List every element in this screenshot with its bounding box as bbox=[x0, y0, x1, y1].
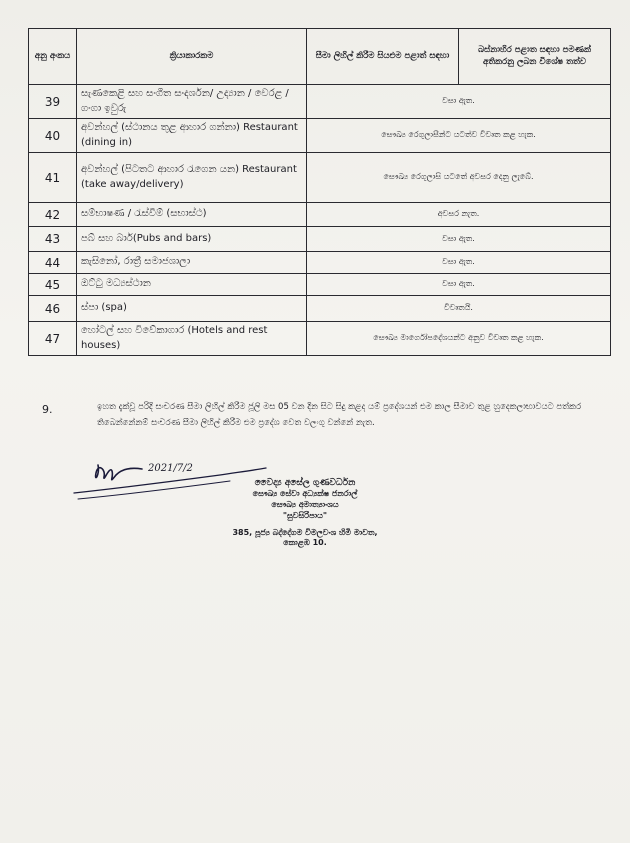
row-number: 39 bbox=[29, 85, 77, 119]
row-activity: අවන්හල් (ස්ථානය තුළ ආහාර ගන්නා) Restaurant (dining in) bbox=[77, 119, 307, 153]
row-status: වසා ඇත. bbox=[307, 252, 611, 274]
row-activity: අවන්හල් (පිටතට ආහාර රැගෙන යන) Restaurant (take away/delivery) bbox=[77, 153, 307, 203]
row-status: වසා ඇත. bbox=[307, 85, 611, 119]
row-number: 44 bbox=[29, 252, 77, 274]
signatory-address-line1: 385, පූජ්‍ය බද්දේගම විමලවංශ හිමි මාවත, bbox=[232, 527, 378, 537]
table-row bbox=[29, 322, 611, 356]
signatory-building: "සුවසිරිපාය" bbox=[282, 510, 328, 520]
row-status: විවෘතයි. bbox=[307, 296, 611, 322]
row-number: 43 bbox=[29, 227, 77, 252]
signatory-address-line2: කොළඹ 10. bbox=[283, 538, 327, 548]
paragraph-number: 9. bbox=[42, 403, 53, 416]
row-status: සෞඛ්‍ය මාර්ගෝපදේශයන්ට අනුව විවෘත කළ හැක. bbox=[307, 322, 611, 356]
row-status: වසා ඇත. bbox=[307, 227, 611, 252]
table-row bbox=[29, 153, 611, 203]
row-activity: පබ් සහ බාර්(Pubs and bars) bbox=[77, 227, 307, 252]
row-activity: සැණකෙළි සහ සංගීත සංදර්ශන/ උද්‍යාන / වෙරළ / ගංගා ඉවුරු bbox=[77, 85, 307, 119]
row-number: 41 bbox=[29, 153, 77, 203]
table-row bbox=[29, 296, 611, 322]
row-status: වසා ඇත. bbox=[307, 274, 611, 296]
table-row bbox=[29, 252, 611, 274]
row-number: 47 bbox=[29, 322, 77, 356]
row-number: 46 bbox=[29, 296, 77, 322]
signatory-stamp bbox=[175, 477, 435, 549]
table-row bbox=[29, 203, 611, 227]
signatory-name: වෛද්‍ය අසේල ගුණවර්ධන bbox=[254, 478, 356, 488]
header-activity: ක්‍රියාකාරකම bbox=[77, 29, 307, 85]
signatory-ministry: සෞඛ්‍ය අමාත්‍යාංශය bbox=[271, 499, 339, 509]
row-activity: කැසිනෝ, රාත්‍රී සමාජශාලා bbox=[77, 252, 307, 274]
row-number: 42 bbox=[29, 203, 77, 227]
row-status: සෞඛ්‍ය රෙගුලාසීන්ට යටත්ව විවෘත කළ හැක. bbox=[307, 119, 611, 153]
signature-date: 2021/7/2 bbox=[148, 463, 193, 474]
table-row bbox=[29, 274, 611, 296]
table-header-row bbox=[29, 29, 611, 85]
table-row bbox=[29, 119, 611, 153]
row-number: 45 bbox=[29, 274, 77, 296]
signature-block bbox=[70, 455, 490, 595]
header-western-province: බස්නාහිර පළාත සඳහා පමණක් අතිකරනු ලබන විශේෂ තත්ව bbox=[459, 29, 611, 85]
table-row bbox=[29, 85, 611, 119]
row-status: සෞඛ්‍ය රෙගුලාසි යටතේ අවසර දෙනු ලැබේ. bbox=[307, 153, 611, 203]
header-no: අනු අංකය bbox=[29, 29, 77, 85]
row-activity: හෝටල් සහ විවේකාගාර (Hotels and rest houses) bbox=[77, 322, 307, 356]
row-status: අවසර නැත. bbox=[307, 203, 611, 227]
paragraph-text: ඉහත දැක්වූ පරිදි සංචරණ සීමා ලිහිල් කිරීම ජූලි මස 05 වන දින සිට සිදු කළද යම් ප්‍රදේශයන් එම කාල සීමාව තුළ හුදෙකලාභාවයට පත්කර තිබෙන්නේනම් සංචරණ සීමා ලිහිල් කිරීම එම ප්‍රදේශ වෙත වලංගු වන්නේ නැත. bbox=[97, 402, 582, 428]
row-activity: සම්භාෂණ / රැස්වීම් (සභාස්ථ) bbox=[77, 203, 307, 227]
table-row bbox=[29, 227, 611, 252]
guidelines-table bbox=[28, 28, 611, 356]
header-all-provinces: සීමා ලිහිල් කිරීම සියළුම පළාත් සඳහා bbox=[307, 29, 459, 85]
signatory-title: සෞඛ්‍ය සේවා අධ්‍යක්ෂ ජනරාල් bbox=[252, 489, 358, 499]
row-activity: ඔට්ටු මධ්‍යස්ථාන bbox=[77, 274, 307, 296]
row-number: 40 bbox=[29, 119, 77, 153]
paragraph-9 bbox=[42, 400, 602, 431]
row-activity: ස්පා (spa) bbox=[77, 296, 307, 322]
